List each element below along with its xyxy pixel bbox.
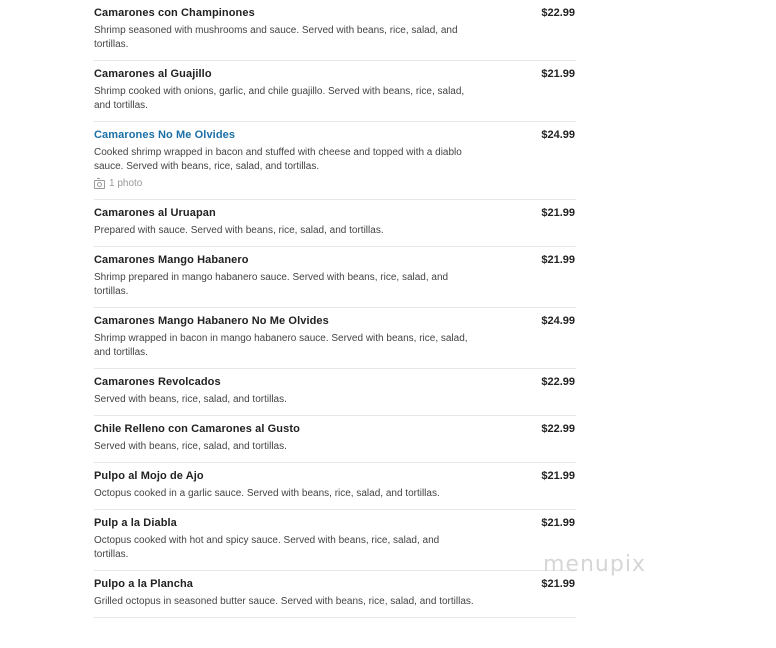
item-description: Served with beans, rice, salad, and tortillas. [94,441,287,452]
item-name: Camarones con Champinones [94,7,255,19]
menu-item [94,369,576,416]
item-description: Shrimp prepared in mango habanero sauce. Served with beans, rice, salad, and tortillas. [94,272,449,297]
item-price: $21.99 [541,68,575,80]
item-price: $22.99 [541,423,575,435]
menu-item [94,200,576,247]
menu-item [94,571,576,618]
item-name: Pulp a la Diabla [94,517,177,529]
item-price: $21.99 [541,517,575,529]
menu-item [94,61,576,122]
item-name: Pulpo al Mojo de Ajo [94,470,204,482]
item-description: Octopus cooked with hot and spicy sauce. Served with beans, rice, salad, and tortillas. [94,535,440,560]
menu-item [94,416,576,463]
item-description: Grilled octopus in seasoned butter sauce. Served with beans, rice, salad, and tortillas. [94,596,474,607]
item-price: $24.99 [541,129,575,141]
item-price: $21.99 [541,578,575,590]
menu-item [94,463,576,510]
menu-item [94,122,576,200]
item-description: Shrimp wrapped in bacon in mango habanero sauce. Served with beans, rice, salad, and tortillas. [94,333,468,358]
item-price: $22.99 [541,376,575,388]
menu-item [94,510,576,571]
menupix-watermark: menupix [543,552,646,577]
item-name: Camarones al Guajillo [94,68,212,80]
item-price: $21.99 [541,207,575,219]
item-price: $21.99 [541,254,575,266]
camera-icon [94,180,105,189]
item-description: Cooked shrimp wrapped in bacon and stuffed with cheese and topped with a diablo sauce. Served with beans, rice, salad, and tortillas. [94,147,462,172]
item-price: $21.99 [541,470,575,482]
item-name: Camarones Mango Habanero No Me Olvides [94,315,329,327]
photo-link[interactable] [94,177,576,191]
item-name: Chile Relleno con Camarones al Gusto [94,423,300,435]
item-name: Camarones Mango Habanero [94,254,249,266]
item-description: Served with beans, rice, salad, and tortillas. [94,394,287,405]
menu-list [94,0,576,618]
item-description: Prepared with sauce. Served with beans, rice, salad, and tortillas. [94,225,384,236]
item-description: Shrimp seasoned with mushrooms and sauce. Served with beans, rice, salad, and tortillas. [94,25,458,50]
item-price: $24.99 [541,315,575,327]
item-name: Camarones Revolcados [94,376,221,388]
menu-item [94,247,576,308]
item-name: Camarones al Uruapan [94,207,216,219]
photo-count: 1 photo [109,178,143,189]
item-price: $22.99 [541,7,575,19]
menu-item [94,308,576,369]
item-description: Shrimp cooked with onions, garlic, and chile guajillo. Served with beans, rice, salad, and tortillas. [94,86,465,111]
item-name: Pulpo a la Plancha [94,578,193,590]
item-description: Octopus cooked in a garlic sauce. Served with beans, rice, salad, and tortillas. [94,488,440,499]
menu-item [94,0,576,61]
item-name-link[interactable]: Camarones No Me Olvides [94,129,236,141]
